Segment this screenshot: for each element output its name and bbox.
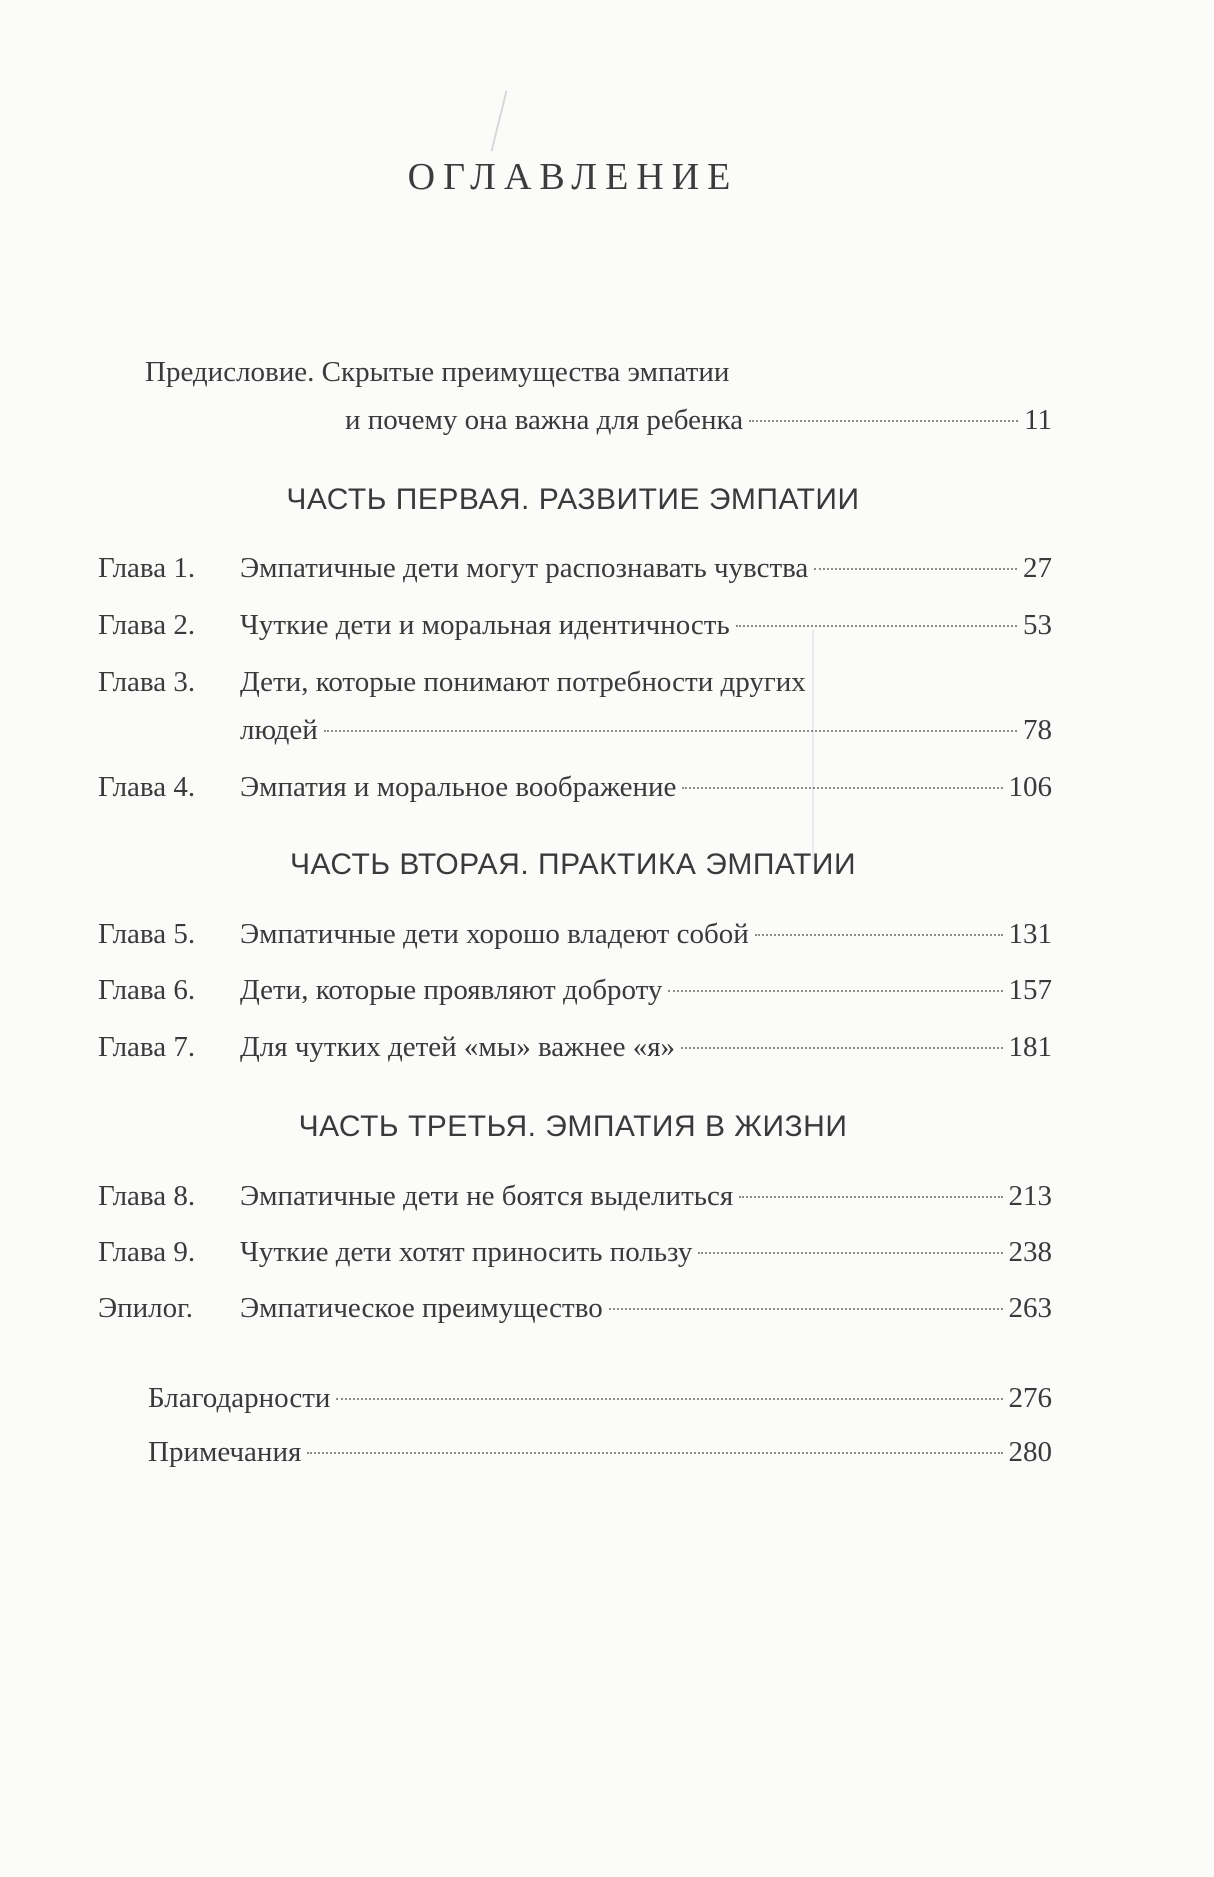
page-number: 280: [1008, 1436, 1052, 1468]
page-number: 11: [1024, 404, 1052, 436]
chapter-title-line1: Дети, которые понимают потребности других: [240, 666, 806, 698]
dot-leader: [755, 934, 1003, 936]
dot-leader: [307, 1452, 1002, 1454]
chapter-title-line2: людей: [240, 714, 318, 746]
chapter-label: Глава 4.: [98, 771, 196, 803]
chapter-label: Глава 7.: [98, 1031, 196, 1063]
toc-entry-epilogue[interactable]: [240, 1288, 1052, 1328]
page-number: 78: [1023, 714, 1052, 746]
toc-entry-chapter-3[interactable]: [240, 710, 1052, 750]
page-title: ОГЛАВЛЕНИЕ: [407, 156, 739, 198]
dot-leader: [336, 1398, 1002, 1400]
toc-entry-chapter-5[interactable]: [240, 914, 1052, 954]
page-number: 53: [1023, 609, 1052, 641]
chapter-title: Дети, которые проявляют доброту: [240, 974, 663, 1006]
dot-leader: [609, 1308, 1003, 1310]
dot-leader: [668, 990, 1002, 992]
chapter-label: Глава 1.: [98, 552, 196, 584]
backmatter-title: Благодарности: [148, 1382, 331, 1414]
page-number: 181: [1008, 1031, 1052, 1063]
dot-leader: [749, 420, 1018, 422]
chapter-label: Глава 3.: [98, 666, 196, 698]
pencil-mark: [491, 91, 508, 152]
chapter-title: Эмпатичные дети не боятся выделиться: [240, 1180, 734, 1212]
preface-title-line2: и почему она важна для ребенка: [345, 404, 744, 436]
chapter-title: Эмпатия и моральное воображение: [240, 771, 677, 803]
toc-entry-chapter-9[interactable]: [240, 1232, 1052, 1272]
toc-entry-chapter-7[interactable]: [240, 1027, 1052, 1067]
part-heading-3: ЧАСТЬ ТРЕТЬЯ. ЭМПАТИЯ В ЖИЗНИ: [298, 1110, 848, 1143]
toc-entry-chapter-2[interactable]: [240, 605, 1052, 645]
page-number: 131: [1008, 918, 1052, 950]
page-number: 157: [1008, 974, 1052, 1006]
page-number: 27: [1023, 552, 1052, 584]
toc-entry-chapter-8[interactable]: [240, 1176, 1052, 1216]
part-heading-2: ЧАСТЬ ВТОРАЯ. ПРАКТИКА ЭМПАТИИ: [289, 848, 856, 881]
toc-entry-acknowledgements[interactable]: [148, 1378, 1052, 1418]
chapter-label: Эпилог.: [98, 1292, 194, 1324]
chapter-title: Чуткие дети и моральная идентичность: [240, 609, 730, 641]
page-number: 276: [1008, 1382, 1052, 1414]
toc-entry-chapter-4[interactable]: [240, 767, 1052, 807]
part-heading-1: ЧАСТЬ ПЕРВАЯ. РАЗВИТИЕ ЭМПАТИИ: [286, 483, 860, 516]
page-number: 106: [1008, 771, 1052, 803]
dot-leader: [739, 1196, 1002, 1198]
dot-leader: [324, 730, 1017, 732]
chapter-title: Эмпатическое преимущество: [240, 1292, 603, 1324]
chapter-title: Эмпатичные дети хорошо владеют собой: [240, 918, 749, 950]
chapter-title: Чуткие дети хотят приносить пользу: [240, 1236, 693, 1268]
page-number: 263: [1008, 1292, 1052, 1324]
chapter-title: Эмпатичные дети могут распознавать чувства: [240, 552, 809, 584]
chapter-label: Глава 8.: [98, 1180, 196, 1212]
toc-entry-chapter-1[interactable]: [240, 548, 1052, 588]
chapter-label: Глава 6.: [98, 974, 196, 1006]
dot-leader: [682, 787, 1002, 789]
toc-entry-notes[interactable]: [148, 1432, 1052, 1472]
chapter-label: Глава 9.: [98, 1236, 196, 1268]
chapter-label: Глава 5.: [98, 918, 196, 950]
page-number: 238: [1008, 1236, 1052, 1268]
chapter-title: Для чутких детей «мы» важнее «я»: [240, 1031, 676, 1063]
dot-leader: [814, 568, 1017, 570]
page-number: 213: [1008, 1180, 1052, 1212]
backmatter-title: Примечания: [148, 1436, 302, 1468]
dot-leader: [698, 1252, 1002, 1254]
toc-entry-chapter-6[interactable]: [240, 970, 1052, 1010]
chapter-label: Глава 2.: [98, 609, 196, 641]
dot-leader: [681, 1047, 1002, 1049]
toc-entry-preface[interactable]: [345, 400, 1052, 440]
dot-leader: [736, 625, 1017, 627]
preface-title-line1: Предисловие. Скрытые преимущества эмпатии: [145, 356, 730, 388]
